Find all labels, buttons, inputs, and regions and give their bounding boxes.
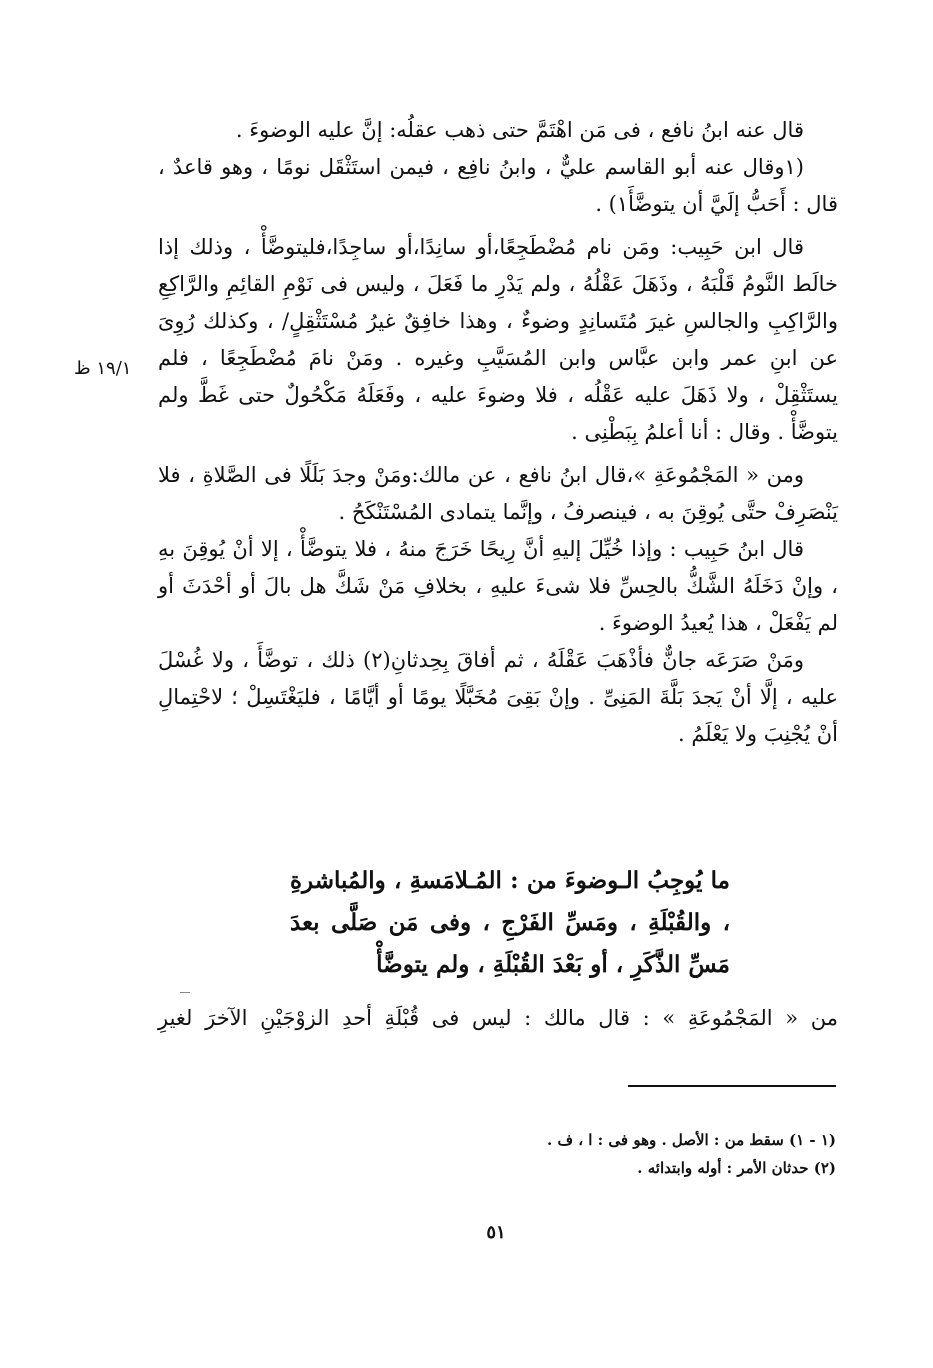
- margin-tick-mark: [180, 992, 190, 993]
- section-heading: ما يُوجِبُ الـوضوءَ من : المُـلامَسةِ ، والمُباشرةِ ، والقُبْلَةِ ، ومَسِّ الفَرْجِ ، وفى مَن صَلَّى بعدَ مَسِّ الذَّكَرِ ، أو بَعْدَ القُبْلَةِ ، ولم يتوضَّأْ: [290, 867, 730, 978]
- page-number: ٥١: [486, 1222, 506, 1243]
- section-first-line: من « المَجْمُوعَةِ » : قال مالك : ليس فى قُبْلَةِ أحدِ الزوْجَيْنِ الآخرَ لغيرِ: [158, 1006, 838, 1030]
- footnote-divider: [628, 1085, 836, 1087]
- footnote-2: (٢) حدثان الأمر : أوله وابتدائه .: [637, 1159, 836, 1177]
- folio-margin-note: ١٩/١ ظ: [74, 358, 132, 379]
- paragraph-2: (١وقال عنه أبو القاسم عليٌّ ، وابنُ نافِع ، فيمن استَثْقَل نومًا ، وهو قاعدٌ ، قال : أَحَبُّ إلَيَّ أن يتوضَّأَ١) .: [158, 155, 838, 216]
- footnote-1: (١ - ١) سقط من : الأصل . وهو فى : ا ، ف .: [547, 1131, 836, 1149]
- paragraph-5: قال ابنُ حَبِيب : وإذا خُيِّلَ إليهِ أنَّ رِيحًا خَرَجَ منهُ ، فلا يتوضَّأْ ، إلا أنْ يُوقِنَ بهِ ، وإنْ دَخَلَهُ الشَّكُّ بالحِسِّ فلا شىءَ عليهِ ، بخلافِ مَنْ شَكَّ هل بالَ أو أحْدَثَ أو لم يَفْعَلْ ، هذا يُعيدُ الوضوءَ .: [158, 537, 838, 635]
- paragraph-1: قال عنه ابنُ نافع ، فى مَن اهْتَمَّ حتى ذهب عقلُه: إنَّ عليه الوضوءَ .: [235, 118, 804, 142]
- paragraph-4: ومن « المَجْمُوعَةِ »،قال ابنُ نافع ، عن مالك:ومَنْ وجدَ بَلَلًا فى الصَّلاةِ ، فلا يَنْصَرِفْ حتَّى يُوقِنَ به ، فينصرفُ ، وإنَّما يتمادى المُسْتَنْكَحُ .: [158, 463, 838, 524]
- main-text-block: [158, 112, 838, 753]
- paragraph-6: ومَنْ صَرَعَه جانٌّ فأذْهَبَ عَقْلَهُ ، ثم أفاقَ بِحِدثانِ(٢) ذلك ، توضَّأَ ، ولا غُسْلَ عليه ، إلَّا أنْ يَجدَ بَلَّةَ المَنِىِّ . وإنْ بَقِىَ مُخَبَّلًا يومًا أو أيَّامًا ، فليَغْتَسِلْ ؛ لاحْتِمالِ أنْ يُجْنِبَ ولا يَعْلَمُ .: [158, 648, 838, 746]
- paragraph-3: قال ابن حَبِيب: ومَن نام مُضْطَجِعًا،أو سانِدًا،أو ساجِدًا،فليتوضَّأْ ، وذلك إذا خالَط النَّومُ قَلْبَهُ ، وذَهَلَ عَقْلُهُ ، ولم يَدْرِ ما فَعَلَ ، وليس فى نَوْمِ القائِمِ والرَّاكِعِ والرَّاكِبِ والجالسِ غيرَ مُتَسانِدٍ وضوءٌ ، وهذا خافِقٌ غيرُ مُسْتَثْقِلٍ/ ، وكذلك رُوِىَ عن ابنِ عمر وابن عبَّاس وابن المُسَيَّبِ وغيره . ومَنْ نامَ مُضْطَجِعًا ، فلم يستَثْقِلْ ، ولا ذَهَلَ عليه عَقْلُه ، فلا وضوءَ عليه ، وفَعَلَهُ مَكْحُولٌ حتى غَطَّ ولم يتوضَّأْ . وقال : أنا أعلمُ بِبَطْنِى .: [158, 235, 839, 444]
- footnotes-block: [300, 1126, 836, 1182]
